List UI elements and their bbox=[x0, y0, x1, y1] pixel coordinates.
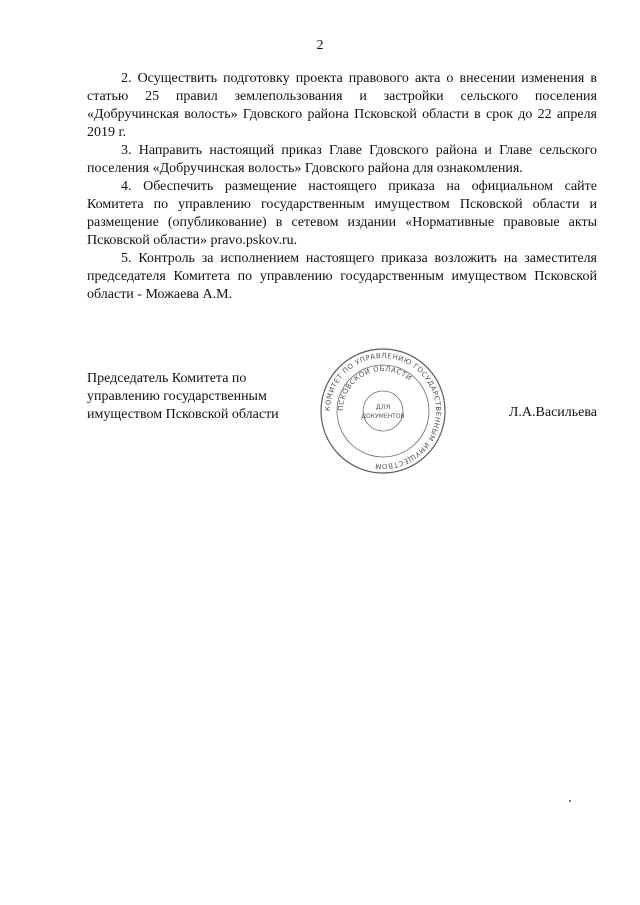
signer-position-line: имуществом Псковской области bbox=[87, 407, 279, 422]
page-number: 2 bbox=[316, 38, 324, 53]
paragraph-5: 5. Контроль за исполнением настоящего приказа возложить на заместителя председателя Комитета по управлению государственным имуществом Псковской области - Можаева А.М. bbox=[87, 251, 597, 302]
paragraph-3: 3. Направить настоящий приказ Главе Гдовского района и Главе сельского поселения «Добручинская волость» Гдовского района для ознакомления. bbox=[87, 143, 597, 176]
stamp-outer-text: КОМИТЕТ ПО УПРАВЛЕНИЮ ГОСУДАРСТВЕННЫМ ИМУЩЕСТВОМ bbox=[323, 351, 443, 471]
signer-name: Л.А.Васильева bbox=[508, 405, 597, 420]
document-body bbox=[87, 70, 597, 304]
paragraph-4: 4. Обеспечить размещение настоящего приказа на официальном сайте Комитета по управлению государственным имуществом Псковской области и размещение (опубликование) в сетевом издании «Нормативные правовые акты Псковской области» pravo.pskov.ru. bbox=[87, 179, 597, 248]
stamp-inner-text: ПСКОВСКОЙ ОБЛАСТИ bbox=[336, 364, 414, 412]
signer-position bbox=[87, 370, 307, 424]
signer-position-line: управлению государственным bbox=[87, 389, 267, 404]
stamp-center-line-2: ДОКУМЕНТОВ bbox=[361, 413, 405, 420]
signer-position-line: Председатель Комитета по bbox=[87, 371, 247, 386]
scan-dot bbox=[569, 800, 571, 802]
official-stamp bbox=[318, 346, 448, 476]
paragraph-2: 2. Осуществить подготовку проекта правового акта о внесении изменения в статью 25 правил землепользования и застройки сельского поселения «Добручинская волость» Гдовского района Псковской области в срок до 22 апреля 2019 г. bbox=[87, 71, 597, 140]
stamp-center-ring bbox=[363, 391, 403, 431]
stamp-center-line-1: ДЛЯ bbox=[375, 403, 391, 411]
